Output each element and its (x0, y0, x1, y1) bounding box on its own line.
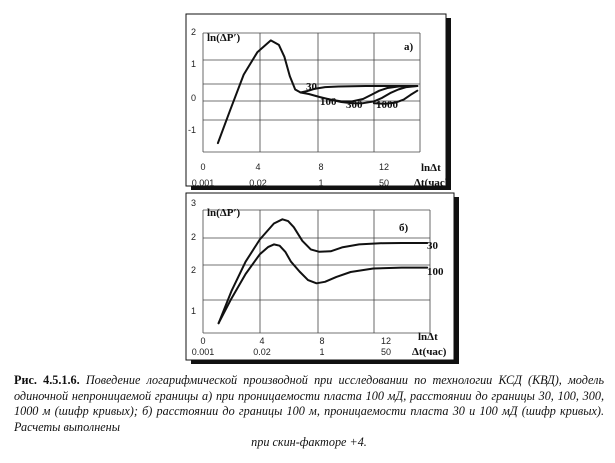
x-tick-label: 8 (319, 336, 325, 346)
x-axis-label-time: Δt(час) (412, 346, 447, 358)
x-tick-label-time: 50 (380, 347, 392, 357)
panel-label: а) (404, 41, 414, 53)
chart-panel-b (186, 193, 459, 364)
series-label-b-30: 30 (427, 240, 438, 252)
y-tick-label: 1 (190, 306, 196, 316)
y-tick-label: 2 (190, 265, 196, 275)
x-tick-label: 0 (200, 336, 206, 346)
y-axis-label: ln(ΔP′) (207, 207, 241, 219)
x-tick-label: 12 (378, 162, 390, 172)
x-tick-label-time: 0.02 (253, 347, 271, 357)
y-tick-label: -1 (187, 125, 196, 135)
x-tick-label: 8 (318, 162, 324, 172)
series-label-a-300: 300 (346, 99, 363, 111)
x-tick-label-time: 1 (319, 347, 325, 357)
x-tick-label-time: 1 (318, 178, 324, 188)
x-tick-label-time: 0.001 (191, 178, 215, 188)
y-axis-label: ln(ΔP′) (207, 32, 241, 44)
x-tick-label-time: 0.02 (249, 178, 267, 188)
x-tick-label-time: 50 (378, 178, 390, 188)
series-label-a-1000: 1000 (376, 99, 398, 111)
x-tick-label: 12 (380, 336, 392, 346)
caption-lead: Рис. 4.5.1.6. (14, 373, 80, 387)
x-tick-label: 4 (259, 336, 265, 346)
x-axis-label: lnΔt (421, 162, 441, 174)
x-axis-label-time: Δt(час) (414, 177, 449, 189)
y-tick-label: 2 (190, 232, 196, 242)
series-label-b-100: 100 (427, 266, 444, 278)
caption-text: Поведение логарифмической производной при исследовании по технологии КСД (КВД), модель одиночной непроницаемой границы а) при проницаемости пласта 100 мД, расстоянии до границы 30, 100, 300, 1000 м (шифр кривых); б) расстоянии до границы 100 м, проницаемости пласта 30 и 100 мД (шифр кривых). Расчеты выполнены (14, 373, 604, 434)
y-tick-label: 3 (190, 198, 196, 208)
series-label-a-100: 100 (320, 96, 337, 108)
x-tick-label: 0 (200, 162, 206, 172)
caption-tail: при скин-факторе +4. (251, 435, 367, 449)
x-tick-label: 4 (255, 162, 261, 172)
y-tick-label: 1 (190, 59, 196, 69)
chart-panel-a (186, 14, 451, 190)
x-tick-label-time: 0.001 (191, 347, 215, 357)
series-label-a-30: 30 (306, 81, 317, 93)
panel-label: б) (399, 222, 409, 234)
figure-caption (14, 373, 604, 451)
x-axis-label: lnΔt (418, 331, 438, 343)
y-tick-label: 0 (190, 93, 196, 103)
y-tick-label: 2 (190, 27, 196, 37)
